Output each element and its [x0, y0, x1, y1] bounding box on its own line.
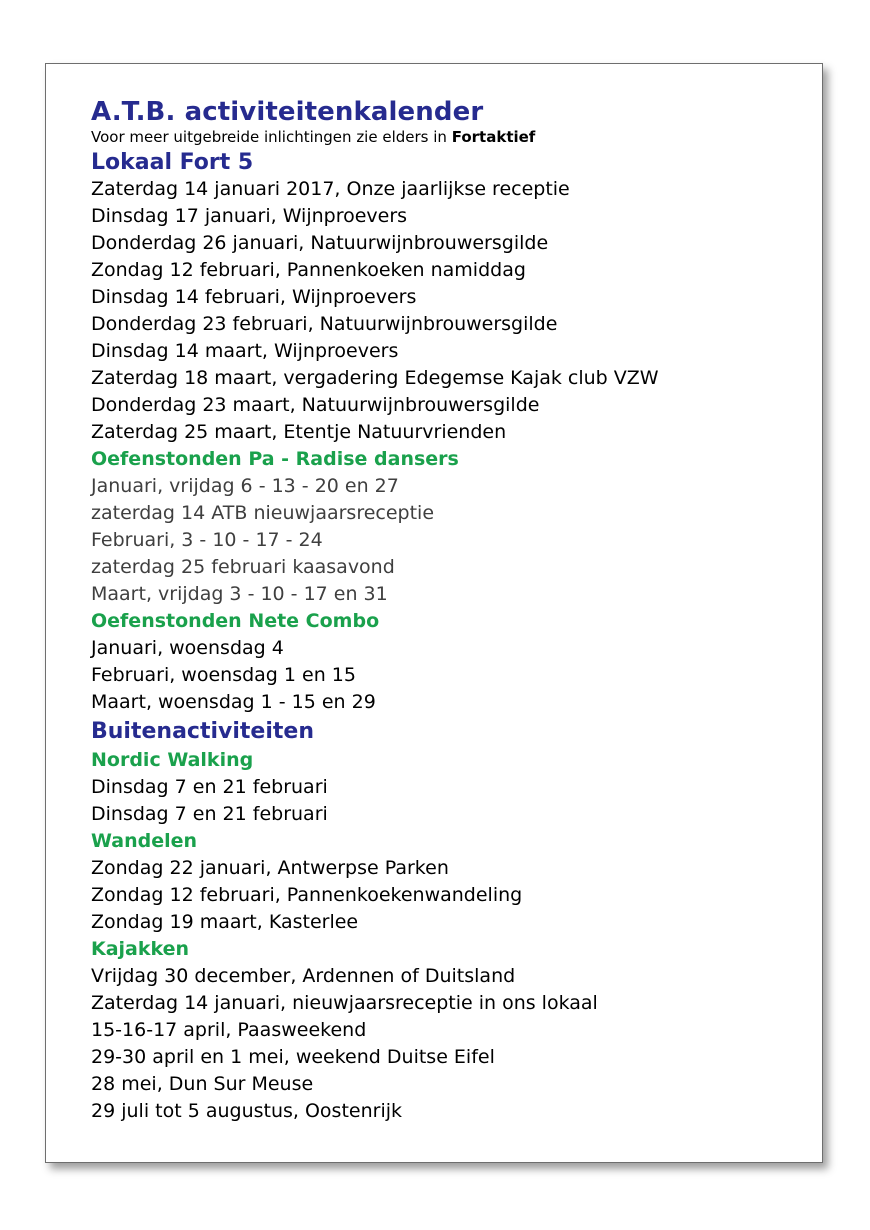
calendar-content	[91, 97, 802, 1125]
list-item: Zondag 22 januari, Antwerpse Parken	[91, 857, 449, 879]
list-item: Vrijdag 30 december, Ardennen of Duitsland	[91, 965, 516, 987]
nordic-list	[91, 774, 802, 828]
list-item: Maart, vrijdag 3 - 10 - 17 en 31	[91, 583, 388, 605]
list-item: Zondag 19 maart, Kasterlee	[91, 911, 359, 933]
section-heading-buiten: Buitenactiviteiten	[91, 719, 314, 744]
lokaal-list	[91, 176, 802, 446]
list-item: Zondag 12 februari, Pannenkoekenwandeling	[91, 884, 523, 906]
list-item: Zaterdag 14 januari, nieuwjaarsreceptie in ons lokaal	[91, 992, 598, 1014]
subheading-nordic: Nordic Walking	[91, 749, 254, 771]
intro-plain: Voor meer uitgebreide inlichtingen zie elders in	[91, 128, 452, 146]
subheading-kajakken: Kajakken	[91, 938, 190, 960]
list-item: zaterdag 14 ATB nieuwjaarsreceptie	[91, 502, 435, 524]
list-item: Januari, woensdag 4	[91, 637, 284, 659]
list-item: Dinsdag 14 maart, Wijnproevers	[91, 340, 399, 362]
list-item: Dinsdag 7 en 21 februari	[91, 803, 328, 825]
list-item: 29-30 april en 1 mei, weekend Duitse Eifel	[91, 1046, 495, 1068]
subheading-wandelen: Wandelen	[91, 830, 198, 852]
list-item: Donderdag 23 februari, Natuurwijnbrouwersgilde	[91, 313, 558, 335]
list-item: Zaterdag 14 januari 2017, Onze jaarlijkse receptie	[91, 178, 570, 200]
document-page	[45, 63, 823, 1163]
list-item: Zondag 12 februari, Pannenkoeken namiddag	[91, 259, 526, 281]
page-title: A.T.B. activiteitenkalender	[91, 97, 484, 127]
list-item: Zaterdag 25 maart, Etentje Natuurvrienden	[91, 421, 507, 443]
list-item: zaterdag 25 februari kaasavond	[91, 556, 395, 578]
list-item: 28 mei, Dun Sur Meuse	[91, 1073, 314, 1095]
subheading-nete: Oefenstonden Nete Combo	[91, 610, 380, 632]
list-item: Zaterdag 18 maart, vergadering Edegemse Kajak club VZW	[91, 367, 659, 389]
list-item: 29 juli tot 5 augustus, Oostenrijk	[91, 1100, 403, 1122]
list-item: Dinsdag 14 februari, Wijnproevers	[91, 286, 417, 308]
radise-list	[91, 473, 802, 608]
kajakken-list	[91, 963, 802, 1125]
list-item: Februari, woensdag 1 en 15	[91, 664, 356, 686]
subheading-radise: Oefenstonden Pa - Radise dansers	[91, 448, 459, 470]
list-item: Dinsdag 17 januari, Wijnproevers	[91, 205, 408, 227]
list-item: Januari, vrijdag 6 - 13 - 20 en 27	[91, 475, 399, 497]
nete-list	[91, 635, 802, 716]
list-item: Maart, woensdag 1 - 15 en 29	[91, 691, 376, 713]
list-item: Februari, 3 - 10 - 17 - 24	[91, 529, 323, 551]
list-item: Dinsdag 7 en 21 februari	[91, 776, 328, 798]
section-heading-lokaal: Lokaal Fort 5	[91, 150, 254, 175]
intro-text	[91, 128, 802, 147]
wandelen-list	[91, 855, 802, 936]
list-item: 15-16-17 april, Paasweekend	[91, 1019, 367, 1041]
intro-bold: Fortaktief	[451, 128, 536, 146]
list-item: Donderdag 23 maart, Natuurwijnbrouwersgilde	[91, 394, 540, 416]
list-item: Donderdag 26 januari, Natuurwijnbrouwersgilde	[91, 232, 549, 254]
